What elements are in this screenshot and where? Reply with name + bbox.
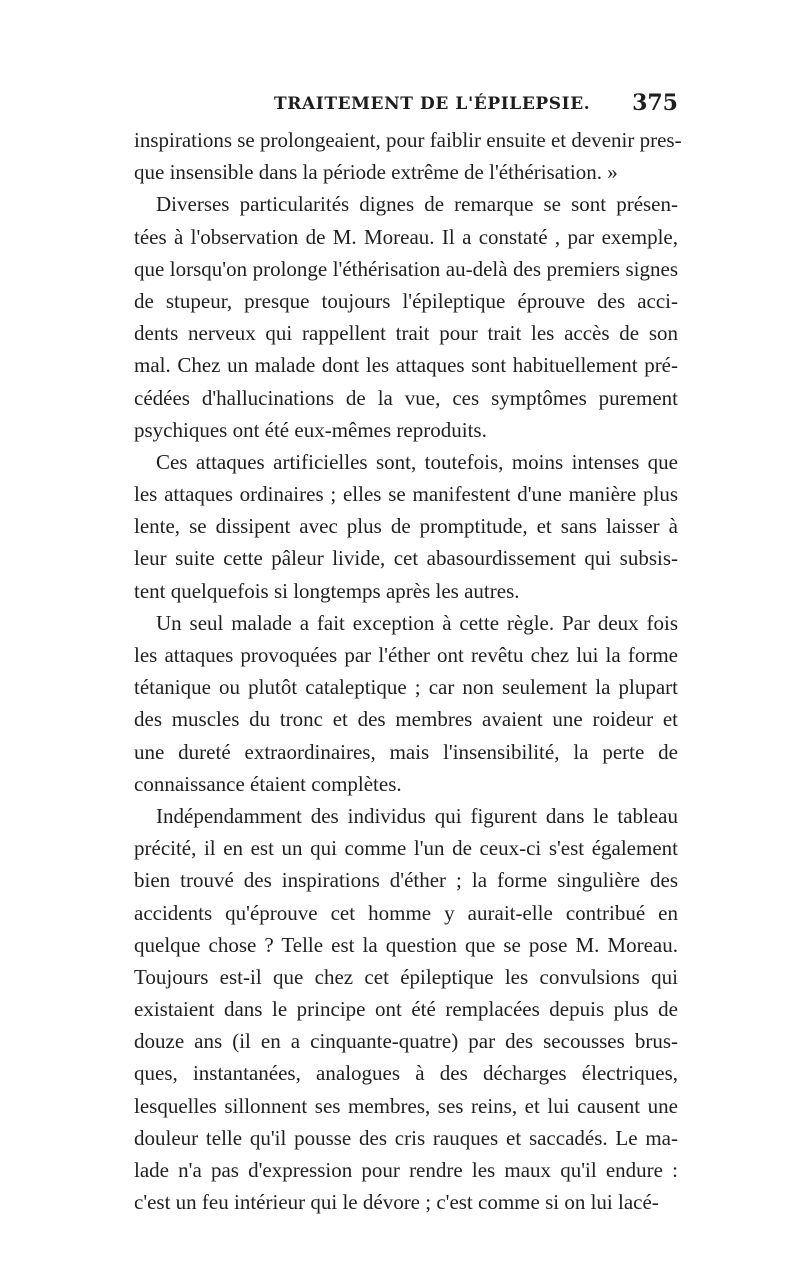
- running-title: TRAITEMENT DE L'ÉPILEPSIE.: [274, 94, 591, 114]
- running-head: [134, 90, 678, 120]
- paragraph: [134, 607, 678, 800]
- text-line: une dureté extraordinaires, mais l'insensibilité, la perte de: [134, 739, 678, 764]
- text-line: que insensible dans la période extrême de l'éthérisation. »: [134, 160, 618, 185]
- text-line: de stupeur, presque toujours l'épileptique éprouve des acci-: [134, 288, 678, 313]
- paragraph: [134, 446, 678, 607]
- text-line: accidents qu'éprouve cet homme y aurait-elle contribué en: [134, 900, 678, 925]
- page-number: 375: [632, 90, 678, 116]
- text-line: dents nerveux qui rappellent trait pour trait les accès de son: [134, 321, 678, 346]
- text-line: Toujours est-il que chez cet épileptique les convulsions qui: [134, 964, 678, 989]
- text-line: les attaques provoquées par l'éther ont revêtu chez lui la forme: [134, 643, 678, 667]
- text-line: existaient dans le principe ont été remplacées depuis plus de: [134, 997, 678, 1022]
- text-line: quelque chose ? Telle est la question que se pose M. Moreau.: [134, 932, 678, 957]
- text-line: leur suite cette pâleur livide, cet abasourdissement qui subsis-: [134, 546, 678, 571]
- text-line: Ces attaques artificielles sont, toutefois, moins intenses que: [156, 449, 678, 474]
- paragraph: [134, 800, 678, 1218]
- text-line: tent quelquefois si longtemps après les autres.: [134, 578, 520, 603]
- text-line: tétanique ou plutôt cataleptique ; car non seulement la plupart: [134, 675, 678, 700]
- text-line: tées à l'observation de M. Moreau. Il a constaté , par exemple,: [134, 224, 678, 249]
- text-line: psychiques ont été eux-mêmes reproduits.: [134, 417, 487, 442]
- body-text: [134, 124, 682, 1218]
- text-line: Un seul malade a fait exception à cette règle. Par deux fois: [156, 610, 678, 635]
- text-line: mal. Chez un malade dont les attaques sont habituellement pré-: [134, 353, 678, 378]
- text-line: Diverses particularités dignes de remarque se sont présen-: [156, 192, 678, 217]
- text-line: Indépendamment des individus qui figurent dans le tableau: [156, 803, 678, 828]
- text-line: lente, se dissipent avec plus de promptitude, et sans laisser à: [134, 514, 678, 539]
- text-line: des muscles du tronc et des membres avaient une roideur et: [134, 707, 678, 732]
- text-line: les attaques ordinaires ; elles se manifestent d'une manière plus: [134, 482, 678, 507]
- text-line: cédées d'hallucinations de la vue, ces symptômes purement: [134, 385, 678, 410]
- text-line: lade n'a pas d'expression pour rendre les maux qu'il endure :: [134, 1158, 678, 1182]
- text-line: connaissance étaient complètes.: [134, 771, 402, 796]
- text-line: que lorsqu'on prolonge l'éthérisation au-delà des premiers signes: [134, 256, 678, 281]
- text-line: précité, il en est un qui comme l'un de ceux-ci s'est également: [134, 836, 678, 861]
- text-line: lesquelles sillonnent ses membres, ses reins, et lui causent une: [134, 1093, 678, 1118]
- text-line: ques, instantanées, analogues à des décharges électriques,: [134, 1061, 678, 1086]
- text-line: inspirations se prolongeaient, pour faiblir ensuite et devenir pres-: [134, 128, 682, 152]
- text-line: bien trouvé des inspirations d'éther ; la forme singulière des: [134, 868, 678, 893]
- text-line: douze ans (il en a cinquante-quatre) par des secousses brus-: [134, 1029, 678, 1054]
- text-line: c'est un feu intérieur qui le dévore ; c'est comme si on lui lacé-: [134, 1190, 659, 1215]
- paragraph: [134, 124, 682, 188]
- paragraph: [134, 188, 678, 446]
- text-line: douleur telle qu'il pousse des cris rauques et saccadés. Le ma-: [134, 1125, 678, 1150]
